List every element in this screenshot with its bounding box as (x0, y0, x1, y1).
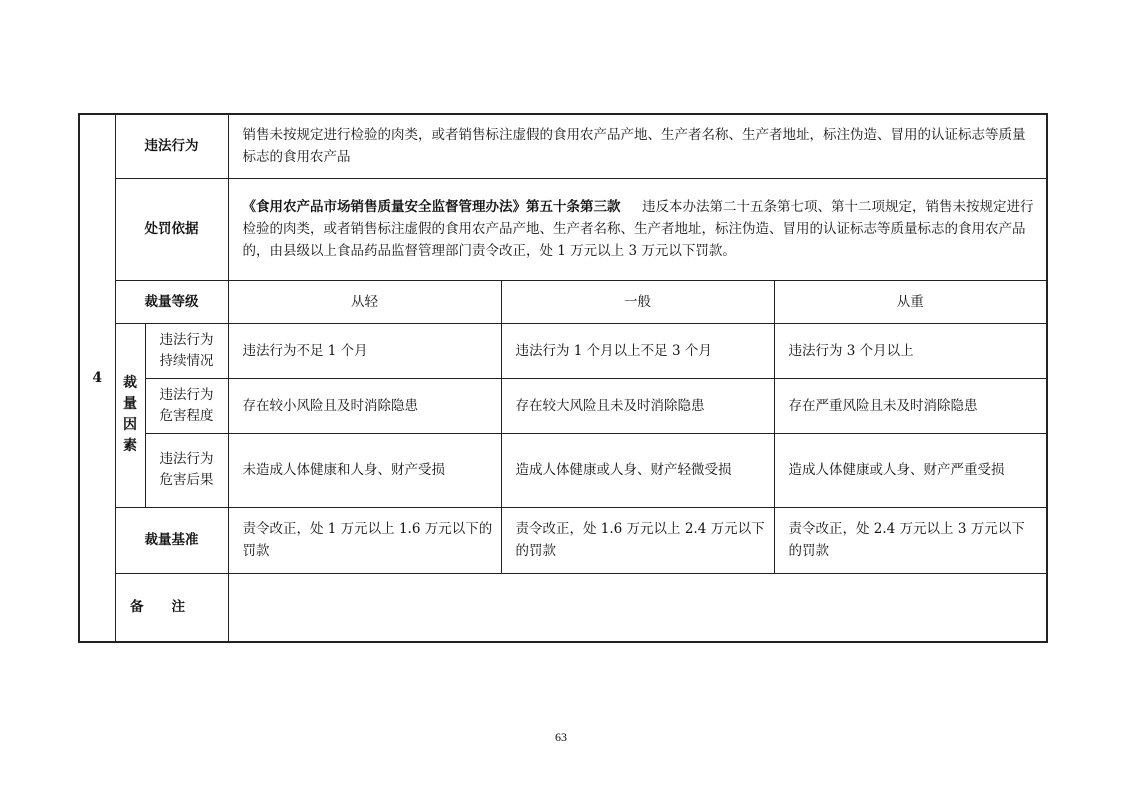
duration-light: 违法行为不足 1 个月 (228, 323, 501, 378)
row-number: 4 (79, 114, 115, 642)
factors-label-char-3: 因 (123, 417, 137, 433)
harm-degree-label-line2: 危害程度 (159, 407, 214, 424)
factor-duration-row (79, 323, 1047, 378)
factors-label-char-1: 裁 (123, 375, 137, 391)
harm-result-label (145, 433, 228, 507)
violation-label: 违法行为 (115, 114, 228, 178)
harm-result-label-line2: 危害后果 (159, 472, 214, 488)
factors-label-char-2: 量 (123, 396, 137, 412)
factors-label (115, 323, 145, 507)
level-normal: 一般 (501, 280, 774, 323)
level-row (79, 280, 1047, 323)
standard-heavy: 责令改正，处 2.4 万元以上 3 万元以下的罚款 (774, 507, 1047, 573)
harm-result-label-line1: 违法行为 (159, 451, 214, 467)
remark-label: 备注 (130, 599, 213, 616)
penalty-discretion-table (78, 113, 1048, 643)
page-number: 63 (555, 730, 567, 744)
standard-light: 责令改正，处 1 万元以上 1.6 万元以下的罚款 (228, 507, 501, 573)
duration-heavy: 违法行为 3 个月以上 (774, 323, 1047, 378)
standard-label: 裁量基准 (115, 507, 228, 573)
violation-row (79, 114, 1047, 178)
harm-result-light: 未造成人体健康和人身、财产受损 (228, 433, 501, 507)
harm-result-heavy: 造成人体健康或人身、财产严重受损 (774, 433, 1047, 507)
remark-text (228, 573, 1047, 642)
duration-label-line2: 持续情况 (159, 352, 214, 369)
basis-label: 处罚依据 (115, 178, 228, 280)
violation-text: 销售未按规定进行检验的肉类，或者销售标注虚假的食用农产品产地、生产者名称、生产者地址，标注伪造、冒用的认证标志等质量标志的食用农产品 (228, 114, 1047, 178)
duration-normal: 违法行为 1 个月以上不足 3 个月 (501, 323, 774, 378)
basis-title: 《食用农产品市场销售质量安全监督管理办法》第五十条第三款 (242, 199, 621, 215)
duration-label-line1: 违法行为 (159, 331, 214, 348)
harm-degree-label (145, 378, 228, 433)
harm-result-normal: 造成人体健康或人身、财产轻微受损 (501, 433, 774, 507)
harm-degree-label-line1: 违法行为 (159, 386, 214, 403)
harm-degree-heavy: 存在严重风险且未及时消除隐患 (774, 378, 1047, 433)
factor-harm-degree-row (79, 378, 1047, 433)
standard-row (79, 507, 1047, 573)
remark-label-cell (115, 573, 228, 642)
basis-text: 违反本办法第二十五条第七项、第十二项规定，销售未按规定进行检验的肉类，或者销售标注虚假的食用农产品产地、生产者名称、生产者地址，标注伪造、冒用的认证标志等质量标志的食用农产品的，由县级以上食品药品监督管理部门责令改正，处 1 万元以上 3 万元以下罚款。 (242, 199, 1034, 259)
basis-row (79, 178, 1047, 280)
basis-cell (228, 178, 1047, 280)
factors-label-char-4: 素 (123, 438, 137, 454)
level-light: 从轻 (228, 280, 501, 323)
duration-label (145, 323, 228, 378)
level-heavy: 从重 (774, 280, 1047, 323)
level-label: 裁量等级 (115, 280, 228, 323)
remark-row (79, 573, 1047, 642)
harm-degree-light: 存在较小风险且及时消除隐患 (228, 378, 501, 433)
harm-degree-normal: 存在较大风险且未及时消除隐患 (501, 378, 774, 433)
standard-normal: 责令改正，处 1.6 万元以上 2.4 万元以下的罚款 (501, 507, 774, 573)
factor-harm-result-row (79, 433, 1047, 507)
